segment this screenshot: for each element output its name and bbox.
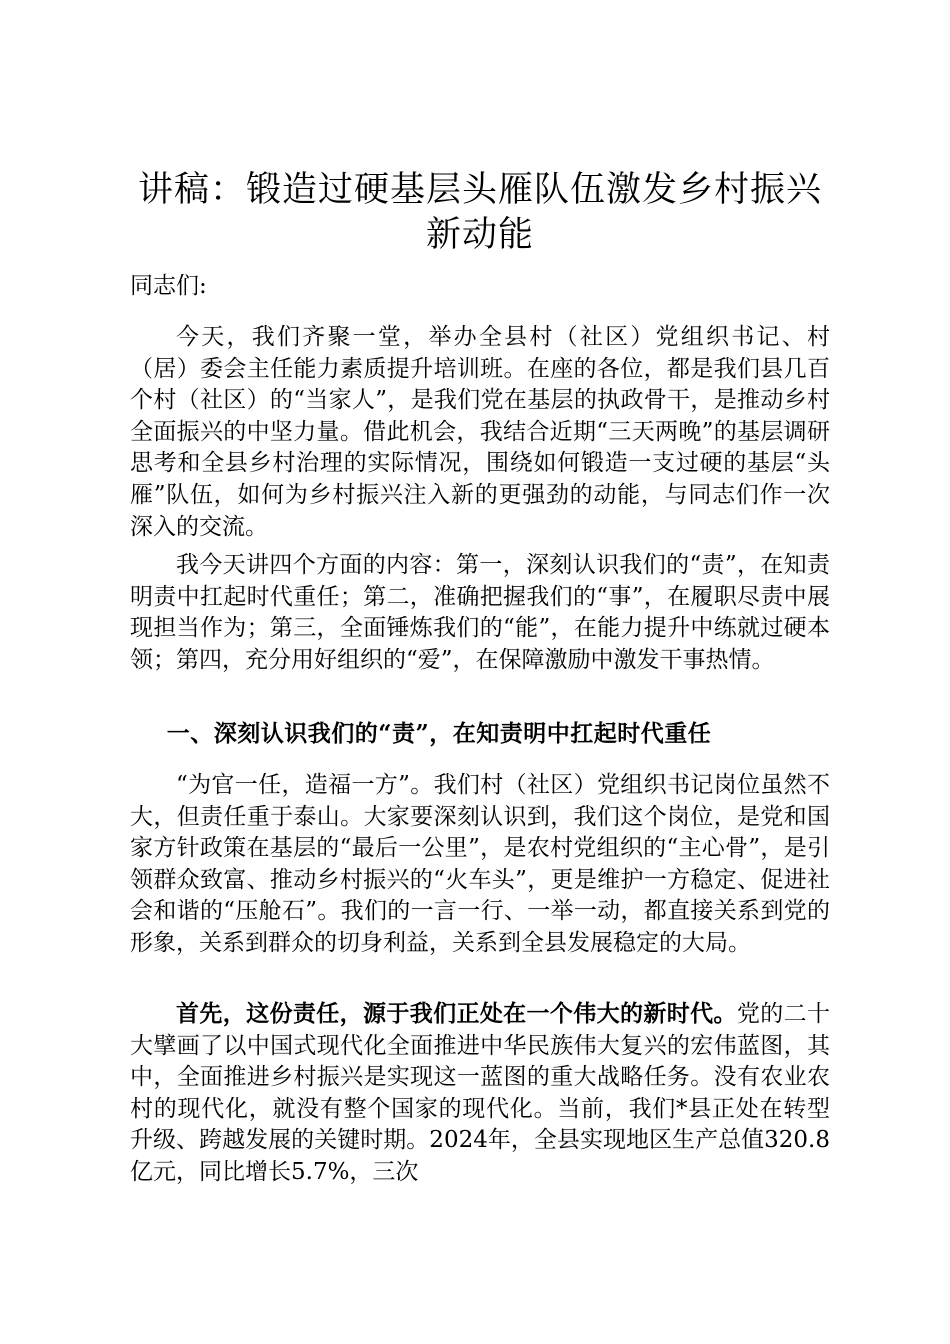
paragraph-intro: 今天，我们齐聚一堂，举办全县村（社区）党组织书记、村（居）委会主任能力素质提升培训班。在座的各位，都是我们县几百个村（社区）的“当家人”，是我们党在基层的执政骨干，是推动乡村全面振兴的中坚力量。借此机会，我结合近期“三天两晚”的基层调研思考和全县乡村治理的实际情况，围绕如何锻造一支过硬的基层“头雁”队伍，如何为乡村振兴注入新的更强劲的动能，与同志们作一次深入的交流。 [130,324,830,540]
salutation: 同志们: [130,273,207,299]
section-heading-1: 一、深刻认识我们的“责”，在知责明中扛起时代重任 [166,720,712,747]
paragraph-lead-sentence: 首先，这份责任，源于我们正处在一个伟大的新时代。 [176,1000,737,1027]
paragraph-first-point [130,998,830,1189]
paragraph-outline: 我今天讲四个方面的内容：第一，深刻认识我们的“责”，在知责明责中扛起时代重任；第二，准确把握我们的“事”，在履职尽责中展现担当作为；第三，全面锤炼我们的“能”，在能力提升中练就过硬本领；第四，充分用好组织的“爱”，在保障激励中激发干事热情。 [130,552,830,673]
document-title: 讲稿：锻造过硬基层头雁队伍激发乡村振兴新动能 [137,170,822,255]
paragraph-body-text: 党的二十大擘画了以中国式现代化全面推进中华民族伟大复兴的宏伟蓝图，其中，全面推进乡村振兴是实现这一蓝图的重大战略任务。没有农业农村的现代化，就没有整个国家的现代化。当前，我们*县正处在转型升级、跨越发展的关键时期。2024年，全县实现地区生产总值320.8亿元，同比增长5.7%，三次 [130,1001,831,1185]
paragraph-responsibility: “为官一任，造福一方”。我们村（社区）党组织书记岗位虽然不大，但责任重于泰山。大家要深刻认识到，我们这个岗位，是党和国家方针政策在基层的“最后一公里”，是农村党组织的“主心骨”，是引领群众致富、推动乡村振兴的“火车头”，更是维护一方稳定、促进社会和谐的“压舱石”。我们的一言一行、一举一动，都直接关系到党的形象，关系到群众的切身利益，关系到全县发展稳定的大局。 [130,772,830,956]
